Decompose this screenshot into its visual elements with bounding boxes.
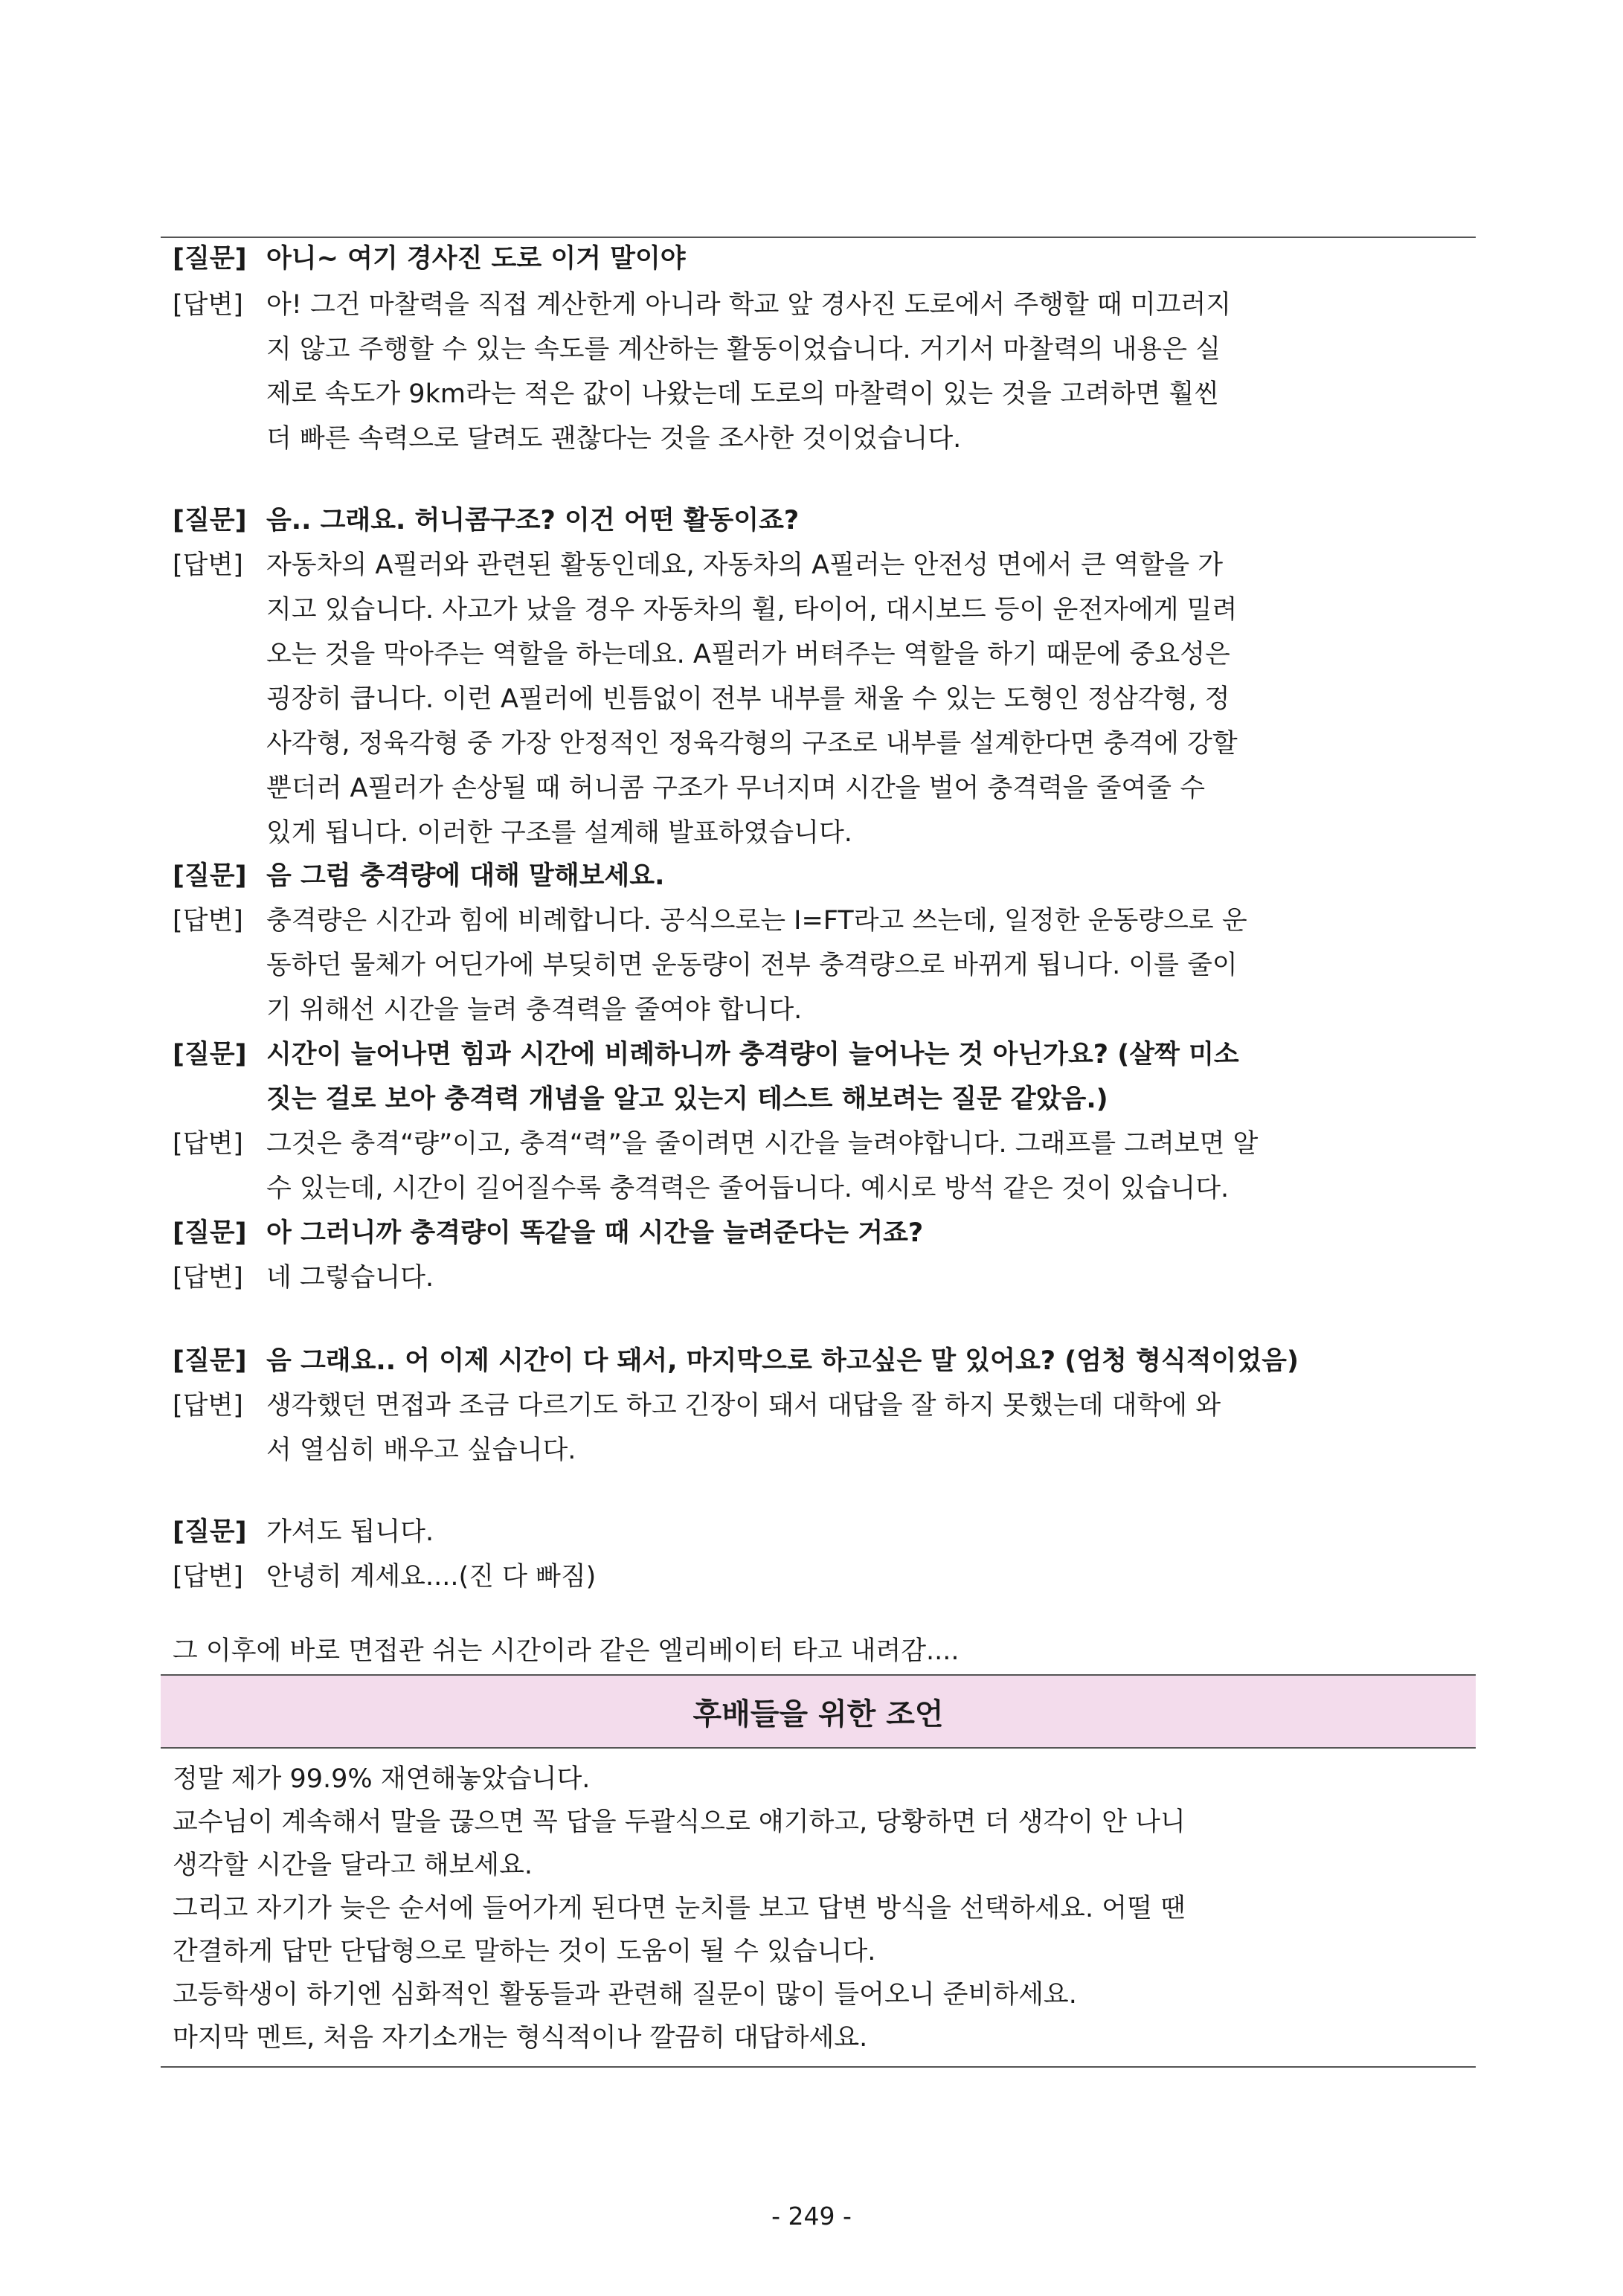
line-text: 시간이 늘어나면 힘과 시간에 비례하니까 충격량이 늘어나는 것 아닌가요? (살짝 미소 (266, 1040, 1239, 1070)
answer-line (173, 1122, 1476, 1166)
line-text: 네 그렇습니다. (266, 1263, 434, 1293)
answer-line (173, 1554, 1476, 1599)
advice-title: 후배들을 위한 조언 (161, 1674, 1476, 1749)
answer-line (173, 283, 1476, 327)
line-text: 음 그래요.. 어 이제 시간이 다 돼서, 마지막으로 하고싶은 말 있어요? (엄청 형식적이었음) (266, 1346, 1299, 1376)
speaker-tag: [답변] (173, 550, 243, 580)
continuation-line: 지 않고 주행할 수 있는 속도를 계산하는 활동이었습니다. 거기서 마찰력의 내용은 실 (266, 335, 1221, 364)
line-text: 생각했던 면접과 조금 다르기도 하고 긴장이 돼서 대답을 잘 하지 못했는데 대학에 와 (266, 1391, 1221, 1421)
line-text: 아! 그건 마찰력을 직접 계산한게 아니라 학교 앞 경사진 도로에서 주행할 때 미끄러지 (266, 290, 1232, 320)
continuation-line: 수 있는데, 시간이 길어질수록 충격력은 줄어듭니다. 예시로 방석 같은 것이 있습니다. (266, 1174, 1230, 1203)
speaker-tag: [질문] (173, 861, 247, 891)
after-text: 그 이후에 바로 면접관 쉬는 시간이라 같은 엘리베이터 타고 내려감.... (173, 1636, 960, 1666)
advice-line: 간결하게 답만 단답형으로 말하는 것이 도움이 될 수 있습니다. (173, 1937, 876, 1967)
advice-line: 정말 제가 99.9% 재연해놓았습니다. (173, 1764, 591, 1794)
bottom-rule (161, 2066, 1476, 2068)
advice-line: 교수님이 계속해서 말을 끊으면 꼭 답을 두괄식으로 얘기하고, 당황하면 더 생각이 안 나니 (173, 1807, 1186, 1837)
advice-line: 고등학생이 하기엔 심화적인 활동들과 관련해 질문이 많이 들어오니 준비하세요. (173, 1980, 1077, 2010)
continuation-line: 있게 됩니다. 이러한 구조를 설계해 발표하였습니다. (266, 818, 852, 848)
continuation-line: 서 열심히 배우고 싶습니다. (266, 1435, 576, 1465)
question-line (173, 854, 1476, 898)
line-text: 충격량은 시간과 힘에 비례합니다. 공식으로는 I=FT라고 쓰는데, 일정한 운동량으로 운 (266, 906, 1247, 936)
continuation-line: 사각형, 정육각형 중 가장 안정적인 정육각형의 구조로 내부를 설계한다면 충격에 강할 (266, 729, 1238, 759)
speaker-tag: [질문] (173, 1218, 247, 1248)
continuation-line: 오는 것을 막아주는 역할을 하는데요. A필러가 버텨주는 역할을 하기 때문에 중요성은 (266, 640, 1230, 669)
continuation-line: 짓는 걸로 보아 충격력 개념을 알고 있는지 테스트 해보려는 질문 같았음.) (266, 1084, 1108, 1114)
speaker-tag: [질문] (173, 1517, 247, 1547)
line-text: 음.. 그래요. 허니콤구조? 이건 어떤 활동이죠? (266, 506, 800, 536)
speaker-tag: [답변] (173, 1562, 243, 1592)
advice-line: 마지막 멘트, 처음 자기소개는 형식적이나 깔끔히 대답하세요. (173, 2023, 868, 2053)
question-line (173, 237, 1476, 281)
page-number: - 249 - (771, 2202, 852, 2231)
line-text: 아 그러니까 충격량이 똑같을 때 시간을 늘려준다는 거죠? (266, 1218, 924, 1248)
advice-line: 생각할 시간을 달라고 해보세요. (173, 1850, 533, 1880)
question-line (173, 1339, 1476, 1383)
speaker-tag: [답변] (173, 1263, 243, 1293)
speaker-tag: [질문] (173, 1346, 247, 1376)
speaker-tag: [질문] (173, 1040, 247, 1070)
line-text: 자동차의 A필러와 관련된 활동인데요, 자동차의 A필러는 안전성 면에서 큰 역할을 가 (266, 550, 1223, 580)
speaker-tag: [답변] (173, 1129, 243, 1159)
continuation-line: 뿐더러 A필러가 손상될 때 허니콤 구조가 무너지며 시간을 벌어 충격력을 줄여줄 수 (266, 774, 1206, 803)
answer-line (173, 1255, 1476, 1300)
speaker-tag: [질문] (173, 244, 247, 274)
line-text: 아니~ 여기 경사진 도로 이거 말이야 (266, 244, 686, 274)
answer-line (173, 898, 1476, 943)
continuation-line: 제로 속도가 9km라는 적은 값이 나왔는데 도로의 마찰력이 있는 것을 고려하면 훨씬 (266, 379, 1219, 409)
question-line (173, 1032, 1476, 1077)
question-line (173, 498, 1476, 543)
continuation-line: 더 빠른 속력으로 달려도 괜찮다는 것을 조사한 것이었습니다. (266, 424, 962, 454)
continuation-line: 기 위해선 시간을 늘려 충격력을 줄여야 합니다. (266, 995, 803, 1025)
continuation-line: 지고 있습니다. 사고가 났을 경우 자동차의 휠, 타이어, 대시보드 등이 운전자에게 밀려 (266, 595, 1238, 625)
speaker-tag: [답변] (173, 290, 243, 320)
answer-line (173, 543, 1476, 588)
speaker-tag: [답변] (173, 906, 243, 936)
continuation-line: 동하던 물체가 어딘가에 부딪히면 운동량이 전부 충격량으로 바뀌게 됩니다. 이를 줄이 (266, 951, 1238, 980)
line-text: 가셔도 됩니다. (266, 1517, 434, 1547)
speaker-tag: [답변] (173, 1391, 243, 1421)
question-line (173, 1211, 1476, 1255)
question-line (173, 1510, 1476, 1554)
line-text: 음 그럼 충격량에 대해 말해보세요. (266, 861, 665, 891)
continuation-line: 굉장히 큽니다. 이런 A필러에 빈틈없이 전부 내부를 채울 수 있는 도형인 정삼각형, 정 (266, 684, 1230, 714)
answer-line (173, 1383, 1476, 1428)
line-text: 안녕히 계세요....(진 다 빠짐) (266, 1562, 597, 1592)
speaker-tag: [질문] (173, 506, 247, 536)
line-text: 그것은 충격“량”이고, 충격“력”을 줄이려면 시간을 늘려야합니다. 그래프를 그려보면 알 (266, 1129, 1259, 1159)
advice-line: 그리고 자기가 늦은 순서에 들어가게 된다면 눈치를 보고 답변 방식을 선택하세요. 어떨 땐 (173, 1894, 1186, 1923)
